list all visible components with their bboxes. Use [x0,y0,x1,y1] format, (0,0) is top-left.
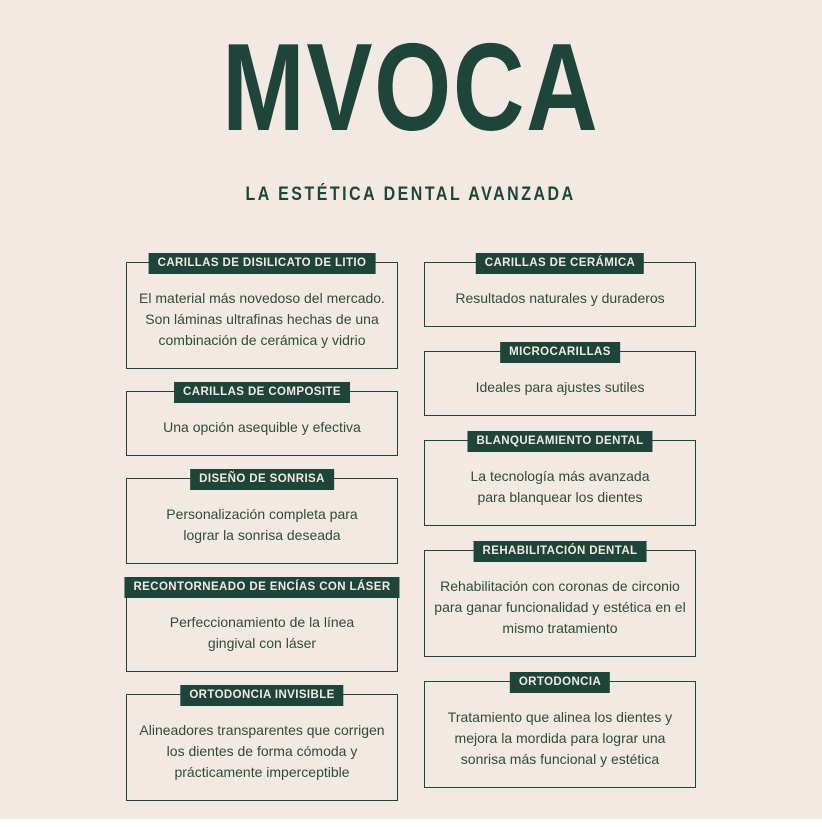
card-label-carillas-disilicato-litio: CARILLAS DE DISILICATO DE LITIO [149,253,376,274]
card-ortodoncia-invisible [126,689,398,801]
card-label-rehabilitacion-dental: REHABILITACIÓN DENTAL [474,541,647,562]
card-label-carillas-ceramica: CARILLAS DE CERÁMICA [476,253,644,274]
card-description-carillas-ceramica: Resultados naturales y duraderos [455,290,665,306]
card-label-blanqueamiento-dental: BLANQUEAMIENTO DENTAL [467,431,652,452]
bottom-white-strip [0,819,822,827]
card-microcarillas [424,346,696,416]
clinic-logo-title: MVOCA [222,19,600,157]
card-label-ortodoncia: ORTODONCIA [510,672,610,693]
card-recontorneado-encias-laser [126,581,398,672]
card-label-microcarillas: MICROCARILLAS [500,342,620,363]
card-description-rehabilitacion-dental: Rehabilitación con coronas de circonio para ganar funcionalidad y estética en el mismo tratamiento [434,578,686,636]
card-carillas-ceramica [424,257,696,327]
card-description-blanqueamiento-dental: La tecnología más avanzada para blanquear los dientes [470,468,650,505]
treatments-left-column [126,257,398,801]
card-rehabilitacion-dental [424,545,696,657]
card-description-ortodoncia: Tratamiento que alinea los dientes y mejora la mordida para lograr una sonrisa más funcional y estética [447,709,673,767]
card-carillas-composite [126,386,398,456]
card-description-ortodoncia-invisible: Alineadores transparentes que corrigen los dientes de forma cómoda y prácticamente imperceptible [139,722,385,780]
clinic-tagline: LA ESTÉTICA DENTAL AVANZADA [245,184,577,205]
header [0,0,822,206]
card-diseno-de-sonrisa [126,473,398,564]
card-blanqueamiento-dental [424,435,696,526]
treatments-grid [0,257,822,801]
card-ortodoncia [424,676,696,788]
card-label-carillas-composite: CARILLAS DE COMPOSITE [174,382,350,403]
card-carillas-disilicato-litio [126,257,398,369]
card-description-microcarillas: Ideales para ajustes sutiles [475,379,645,395]
card-description-recontorneado-encias-laser: Perfeccionamiento de la línea gingival con láser [169,614,355,651]
card-description-carillas-disilicato-litio: El material más novedoso del mercado. Son láminas ultrafinas hechas de una combinación de cerámica y vidrio [139,290,385,348]
treatments-right-column [424,257,696,788]
card-label-recontorneado-encias-laser: RECONTORNEADO DE ENCÍAS CON LÁSER [124,577,399,598]
card-label-ortodoncia-invisible: ORTODONCIA INVISIBLE [180,685,343,706]
card-description-carillas-composite: Una opción asequible y efectiva [163,419,361,435]
card-label-diseno-de-sonrisa: DISEÑO DE SONRISA [190,469,334,490]
card-description-diseno-de-sonrisa: Personalización completa para lograr la sonrisa deseada [166,506,358,543]
